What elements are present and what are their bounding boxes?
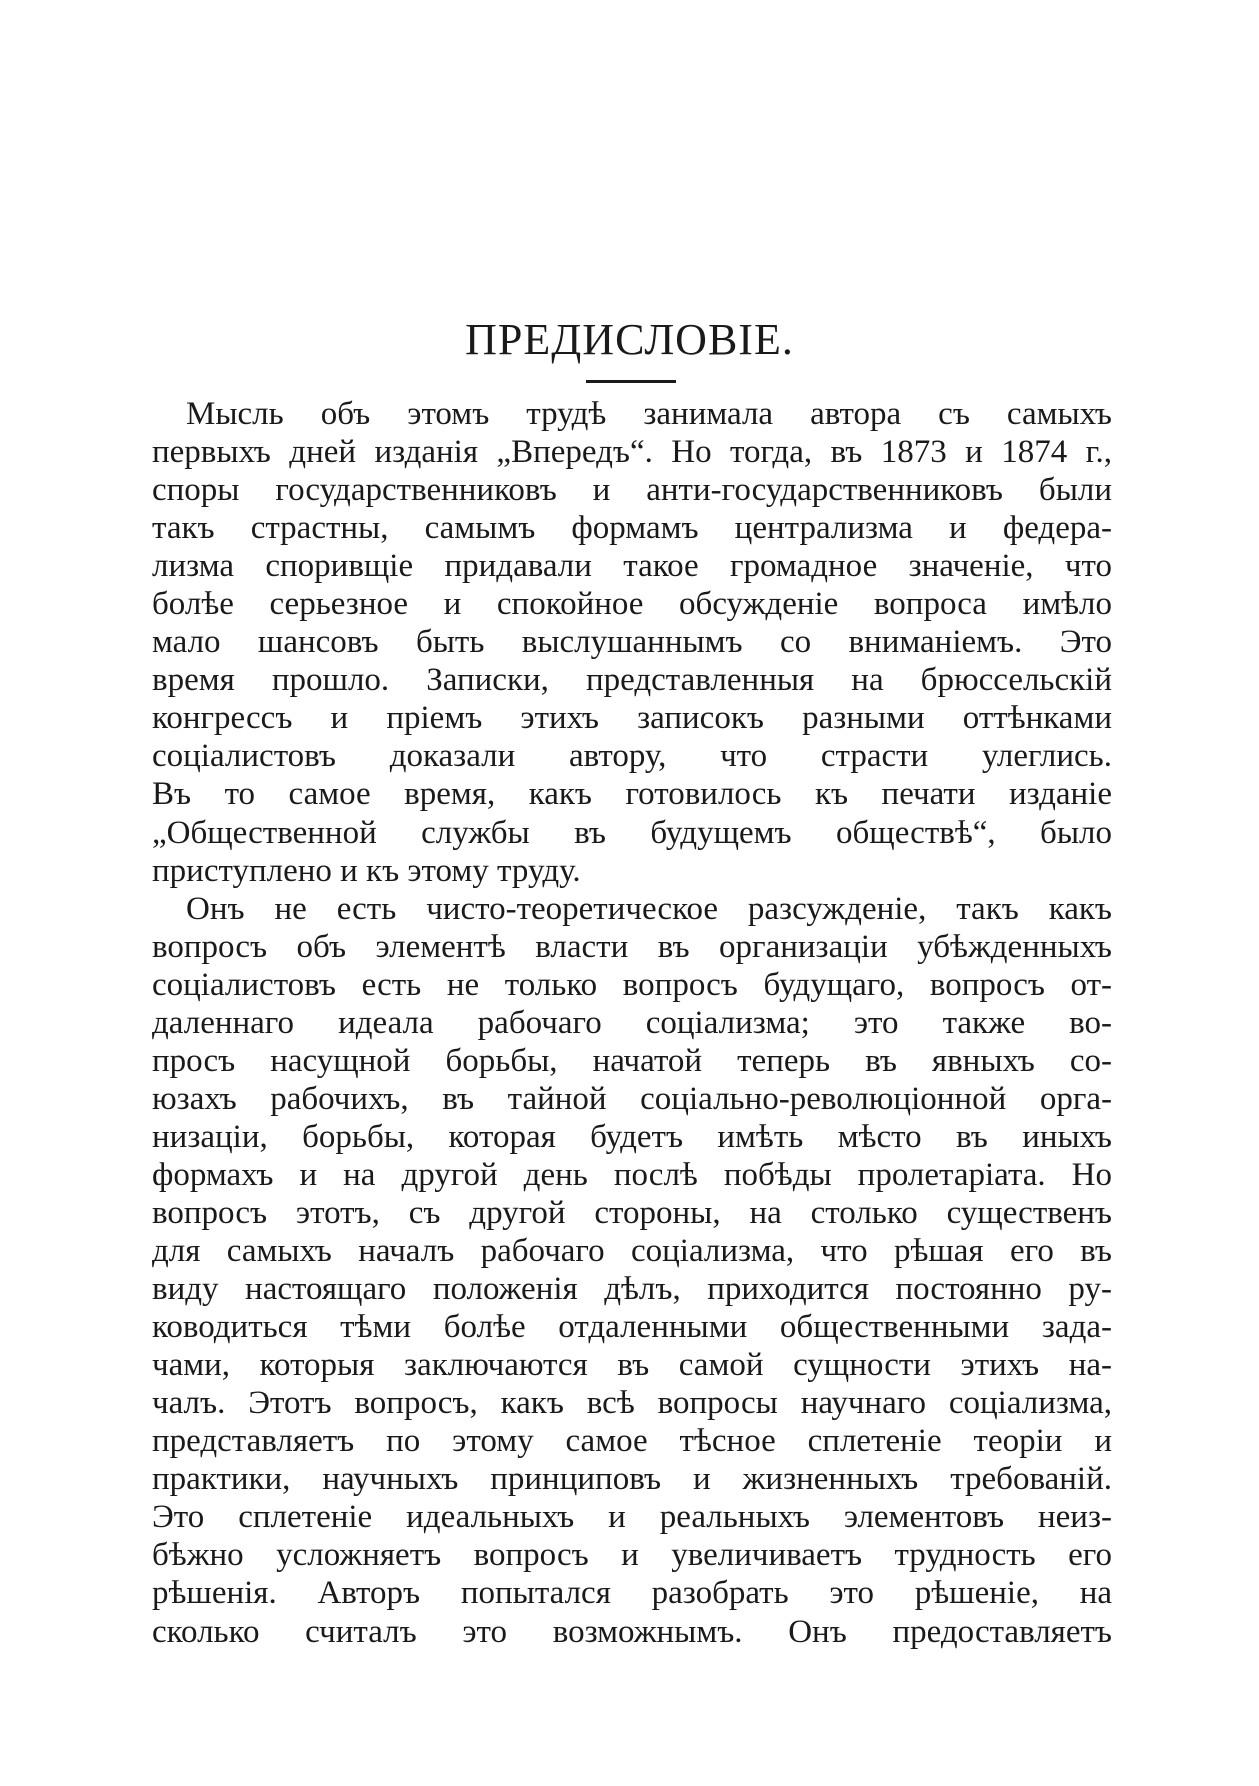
text-line: ководиться тѣми болѣе отдаленными общественными зада- [152, 1309, 1112, 1346]
text-line: практики, научныхъ принциповъ и жизненныхъ требованій. [152, 1461, 1112, 1498]
text-line: споры государственниковъ и анти-государственниковъ были [152, 472, 1112, 509]
text-line: приступлено и къ этому труду. [152, 852, 581, 889]
text-line: вопросъ объ элементѣ власти въ организаціи убѣжденныхъ [152, 928, 1112, 965]
text-line: даленнаго идеала рабочаго соціализма; это также во- [152, 1004, 1112, 1041]
text-line: время прошло. Записки, представленныя на брюссельскій [152, 662, 1112, 699]
body-text [152, 395, 1112, 1651]
text-line: Онъ не есть чисто-теоретическое разсужденіе, такъ какъ [186, 890, 1112, 927]
text-line: чами, которыя заключаются въ самой сущности этихъ на- [152, 1347, 1112, 1384]
text-line: „Общественной службы въ будущемъ обществѣ“, было [152, 814, 1112, 851]
title-rule [586, 380, 676, 383]
paragraph-1 [152, 395, 1112, 890]
text-line: чалъ. Этотъ вопросъ, какъ всѣ вопросы научнаго соціализма, [152, 1385, 1112, 1422]
text-line: для самыхъ началъ рабочаго соціализма, что рѣшая его въ [152, 1233, 1112, 1270]
text-line: Это сплетеніе идеальныхъ и реальныхъ элементовъ неиз- [152, 1499, 1112, 1536]
text-line: такъ страстны, самымъ формамъ централизма и федера- [152, 510, 1112, 547]
text-line: первыхъ дней изданія „Впередъ“. Но тогда, въ 1873 и 1874 г., [152, 434, 1112, 471]
text-line: низаціи, борьбы, которая будетъ имѣть мѣсто въ иныхъ [152, 1118, 1112, 1155]
text-line: просъ насущной борьбы, начатой теперь въ явныхъ со- [152, 1042, 1112, 1079]
text-line: формахъ и на другой день послѣ побѣды пролетаріата. Но [152, 1156, 1112, 1193]
text-line: конгрессъ и пріемъ этихъ записокъ разными оттѣнками [152, 700, 1112, 737]
page-title: ПРЕДИСЛОВІЕ. [465, 315, 794, 364]
text-line: лизма споривщіе придавали такое громадное значеніе, что [152, 548, 1112, 585]
text-line: юзахъ рабочихъ, въ тайной соціально-революціонной орга- [152, 1080, 1112, 1117]
text-line: Въ то самое время, какъ готовилось къ печати изданіе [152, 776, 1112, 813]
text-line: соціалистовъ доказали автору, что страсти улеглись. [152, 738, 1112, 775]
text-line: Мысль объ этомъ трудѣ занимала автора съ самыхъ [186, 396, 1112, 432]
text-line: рѣшенія. Авторъ попытался разобрать это рѣшеніе, на [152, 1575, 1112, 1612]
text-line: виду настоящаго положенія дѣлъ, приходится постоянно ру- [152, 1271, 1112, 1308]
text-line: мало шансовъ быть выслушаннымъ со вниманіемъ. Это [152, 624, 1112, 661]
text-line: соціалистовъ есть не только вопросъ будущаго, вопросъ от- [152, 966, 1112, 1003]
text-line: бѣжно усложняетъ вопросъ и увеличиваетъ трудность его [152, 1537, 1112, 1574]
text-line: сколько считалъ это возможнымъ. Онъ предоставляетъ [152, 1613, 1112, 1650]
text-line: вопросъ этотъ, съ другой стороны, на столько существенъ [152, 1194, 1112, 1231]
paragraph-2 [152, 890, 1112, 1651]
text-line: болѣе серьезное и спокойное обсужденіе вопроса имѣло [152, 586, 1112, 623]
text-line: представляетъ по этому самое тѣсное сплетеніе теоріи и [152, 1423, 1112, 1460]
